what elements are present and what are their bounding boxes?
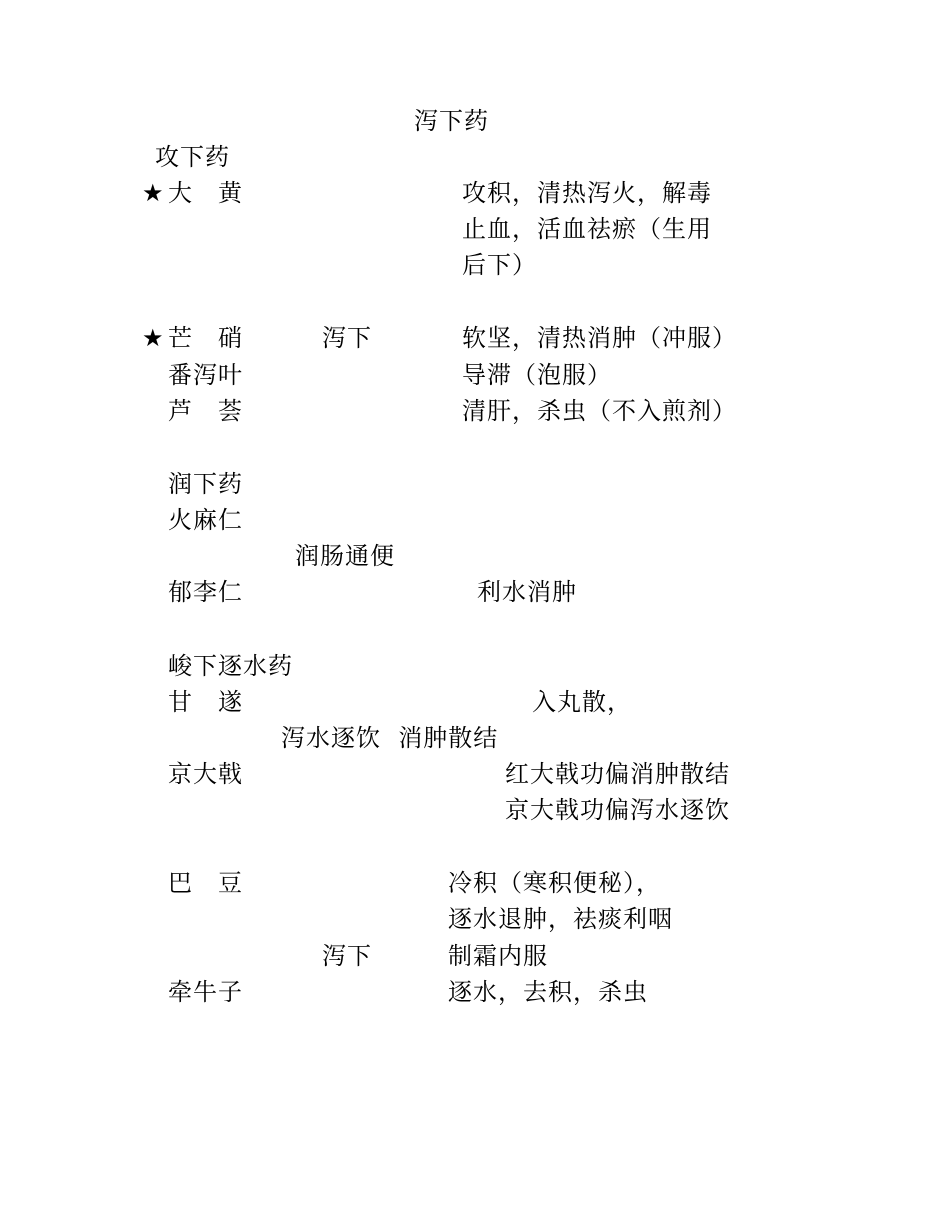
- common-effect-xieshui: 泻水逐饮 消肿散结: [281, 724, 499, 752]
- section-heading-junxia: 峻下逐水药: [168, 652, 293, 680]
- common-effect-runchang: 润肠通便: [295, 542, 395, 570]
- herb-effect-dahuang-line3: 后下）: [462, 251, 537, 279]
- herb-name-qianniuzi: 牵牛子: [168, 978, 243, 1006]
- herb-effect-fanxieye: 导滞（泡服）: [462, 361, 612, 389]
- herb-effect-dahuang-line2: 止血，活血祛瘀（生用: [462, 215, 712, 243]
- herb-name-luhui: 芦 荟: [168, 397, 243, 425]
- herb-name-badou: 巴 豆: [168, 869, 243, 897]
- herb-name-mangxiao: 芒 硝: [168, 324, 243, 352]
- herb-name-dahuang: 大 黄: [168, 179, 243, 207]
- herb-effect-badou-line1: 冷积（寒积便秘），: [448, 869, 661, 897]
- page-title: 泻下药: [414, 107, 489, 135]
- herb-name-gansui: 甘 遂: [168, 688, 243, 716]
- herb-effect-jingdaji-line2: 京大戟功偏泻水逐饮: [505, 796, 730, 824]
- star-icon: ★: [142, 179, 165, 207]
- herb-name-jingdaji: 京大戟: [168, 760, 243, 788]
- herb-effect-badou-line2: 逐水退肿，祛痰利咽: [448, 905, 673, 933]
- herb-effect-luhui: 清肝，杀虫（不入煎剂）: [462, 397, 737, 425]
- star-icon: ★: [142, 324, 165, 352]
- herb-effect-mangxiao: 软坚，清热消肿（冲服）: [462, 324, 737, 352]
- common-effect-xiexia: 泻下: [322, 324, 372, 352]
- herb-effect-gansui: 入丸散，: [532, 688, 632, 716]
- herb-effect-dahuang-line1: 攻积，清热泻火，解毒: [462, 179, 712, 207]
- herb-effect-badou-line3: 制霜内服: [448, 942, 548, 970]
- herb-name-fanxieye: 番泻叶: [168, 361, 243, 389]
- herb-effect-jingdaji-line1: 红大戟功偏消肿散结: [505, 760, 730, 788]
- herb-name-huomaren: 火麻仁: [168, 506, 243, 534]
- common-effect-xiexia-2: 泻下: [322, 942, 372, 970]
- herb-name-yuliren: 郁李仁: [168, 578, 243, 606]
- herb-effect-yuliren: 利水消肿: [477, 578, 577, 606]
- section-heading-runxia: 润下药: [168, 470, 243, 498]
- section-heading-gongxia: 攻下药: [155, 143, 230, 171]
- herb-effect-qianniuzi: 逐水，去积，杀虫: [448, 978, 648, 1006]
